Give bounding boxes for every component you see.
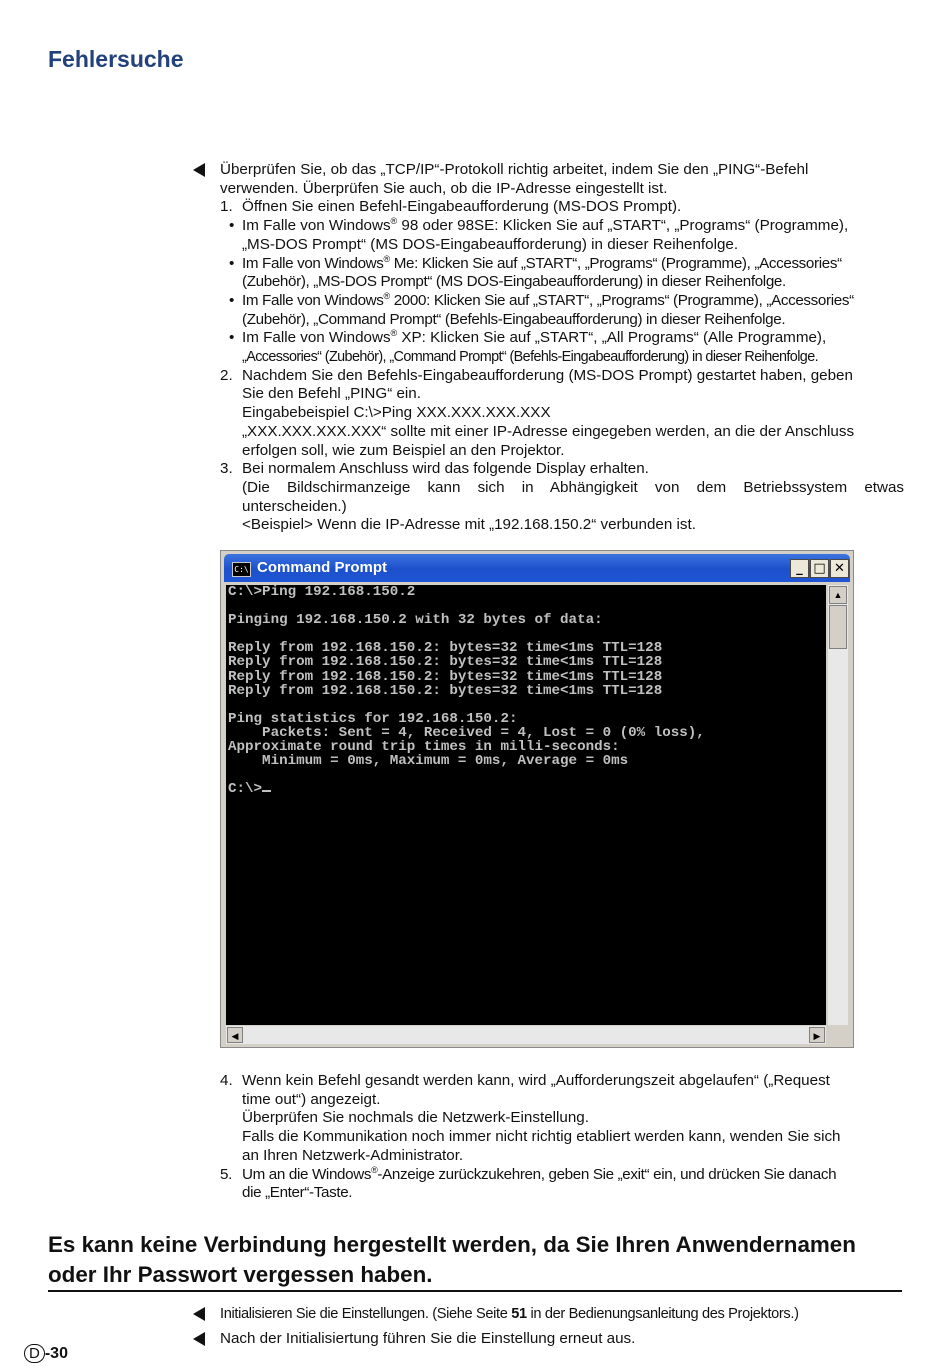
bullet-icon: • bbox=[229, 217, 235, 235]
bullet-windows-me bbox=[220, 255, 904, 292]
console-line: Minimum = 0ms, Maximum = 0ms, Average = 0ms bbox=[262, 753, 629, 770]
minimize-button[interactable]: _ bbox=[790, 559, 809, 578]
vertical-scrollbar[interactable] bbox=[828, 585, 848, 1025]
step-text: die „Enter“-Taste. bbox=[242, 1184, 353, 1202]
language-badge: D bbox=[24, 1344, 45, 1363]
maximize-button[interactable]: □ bbox=[810, 559, 829, 578]
step-number: 4. bbox=[220, 1072, 233, 1089]
reset-item bbox=[220, 1305, 910, 1324]
step-text: Falls die Kommunikation noch immer nicht richtig etabliert werden kann, wenden Sie sich bbox=[242, 1128, 841, 1146]
close-button[interactable]: ✕ bbox=[830, 559, 849, 578]
heading-line1: Es kann keine Verbindung hergestellt werden, da Sie Ihren Anwendernamen bbox=[48, 1232, 856, 1257]
scroll-right-button[interactable]: ▶ bbox=[809, 1027, 825, 1043]
step-text: (Die Bildschirmanzeige kann sich in Abhängigkeit von dem Betriebssystem etwas bbox=[242, 478, 904, 496]
bullet-text: Me: Klicken Sie auf „START“, „Programs“ (Programme), „Accessories“ bbox=[389, 254, 842, 272]
window-title: Command Prompt bbox=[257, 559, 388, 576]
check-text-line1: Überprüfen Sie, ob das „TCP/IP“-Protokoll richtig arbeitet, indem Sie den „PING“-Befehl bbox=[220, 161, 809, 178]
console-line: Reply from 192.168.150.2: bytes=32 time<1ms TTL=128 bbox=[228, 654, 663, 671]
step-3 bbox=[220, 460, 904, 535]
page-title: Fehlersuche bbox=[48, 46, 184, 72]
check-marker-icon bbox=[193, 1332, 205, 1346]
console-text bbox=[226, 585, 826, 796]
step-text: Öffnen Sie einen Befehl-Eingabeaufforderung (MS-DOS Prompt). bbox=[242, 198, 682, 216]
step-text: an Ihren Netzwerk-Administrator. bbox=[242, 1146, 464, 1164]
window-titlebar[interactable] bbox=[224, 554, 850, 582]
step-text: „XXX.XXX.XXX.XXX“ sollte mit einer IP-Adresse eingegeben werden, an die der Anschluss bbox=[242, 422, 855, 440]
reset-text: in der Bedienungsanleitung des Projektors.) bbox=[526, 1306, 799, 1322]
bullet-text-line2: „Accessories“ (Zubehör), „Command Prompt“ (Befehls-Eingabeaufforderung) in dieser Reihenfolge. bbox=[242, 349, 819, 366]
step-text: Wenn kein Befehl gesandt werden kann, wird „Aufforderungszeit abgelaufen“ („Request bbox=[242, 1072, 830, 1089]
scroll-left-button[interactable]: ◀ bbox=[227, 1027, 243, 1043]
registered-mark: ® bbox=[390, 328, 398, 339]
bullet-icon: • bbox=[229, 254, 234, 272]
check-text-line2: verwenden. Überprüfen Sie auch, ob die IP-Adresse eingestellt ist. bbox=[220, 179, 668, 197]
console-output[interactable] bbox=[226, 585, 826, 1025]
text-cursor bbox=[262, 790, 271, 792]
registered-mark: ® bbox=[383, 290, 390, 301]
heading-rule bbox=[48, 1290, 902, 1292]
console-prompt: C:\> bbox=[228, 781, 263, 798]
console-line: C:\>Ping 192.168.150.2 bbox=[228, 585, 416, 600]
retry-item bbox=[220, 1330, 910, 1349]
bullet-windows-98 bbox=[220, 217, 904, 254]
step-number: 5. bbox=[220, 1165, 232, 1183]
bullet-text: Im Falle von Windows bbox=[242, 291, 384, 309]
console-line: Approximate round trip times in milli-seconds: bbox=[228, 739, 620, 756]
check-item bbox=[220, 161, 904, 535]
bullet-text: 2000: Klicken Sie auf „START“, „Programs“ (Programme), „Accessories“ bbox=[389, 291, 854, 309]
retry-text: Nach der Initialisiertung führen Sie die Einstellung erneut aus. bbox=[220, 1330, 636, 1347]
scroll-thumb[interactable] bbox=[829, 605, 847, 649]
console-line: Ping statistics for 192.168.150.2: bbox=[228, 710, 518, 727]
page-reference: 51 bbox=[511, 1306, 527, 1322]
step-1 bbox=[220, 198, 904, 217]
reset-text: Initialisieren Sie die Einstellungen. (Siehe Seite bbox=[220, 1306, 512, 1322]
bullet-text: Im Falle von Windows bbox=[242, 254, 384, 272]
scroll-up-button[interactable]: ▲ bbox=[829, 586, 847, 604]
bullet-text: XP: Klicken Sie auf „START“, „All Programs“ (Alle Programme), bbox=[397, 329, 827, 347]
console-line: Pinging 192.168.150.2 with 32 bytes of data: bbox=[228, 612, 603, 629]
resize-grip[interactable] bbox=[828, 1026, 848, 1044]
steps-continued bbox=[220, 1072, 904, 1203]
bullet-windows-xp bbox=[220, 329, 904, 366]
bullet-text: 98 oder 98SE: Klicken Sie auf „START“, „Programs“ (Programme), bbox=[397, 217, 849, 235]
page-number-text: -30 bbox=[44, 1345, 68, 1362]
heading-line2: oder Ihr Passwort vergessen haben. bbox=[48, 1261, 433, 1287]
bullet-text: Im Falle von Windows bbox=[242, 217, 391, 235]
bullet-text-line2: „MS-DOS Prompt“ (MS DOS-Eingabeaufforderung) in dieser Reihenfolge. bbox=[242, 235, 739, 253]
step-text: Um an die Windows bbox=[242, 1165, 372, 1183]
console-line: Reply from 192.168.150.2: bytes=32 time<1ms TTL=128 bbox=[228, 668, 663, 685]
section-heading bbox=[48, 1230, 908, 1289]
bullet-text-line2: (Zubehör), „MS-DOS Prompt“ (MS DOS-Eingabeaufforderung) in dieser Reihenfolge. bbox=[242, 273, 786, 291]
bullet-icon: • bbox=[229, 329, 235, 347]
registered-mark: ® bbox=[390, 216, 398, 227]
step-number: 2. bbox=[220, 366, 233, 384]
step-text: -Anzeige zurückzukehren, geben Sie „exit“ ein, und drücken Sie danach bbox=[377, 1165, 837, 1183]
step-number: 3. bbox=[220, 460, 233, 478]
registered-mark: ® bbox=[383, 253, 390, 264]
step-text: time out“) angezeigt. bbox=[242, 1090, 381, 1108]
step-text: erfolgen soll, wie zum Beispiel an den Projektor. bbox=[242, 441, 565, 459]
command-prompt-window bbox=[220, 550, 854, 1048]
step-text: Überprüfen Sie nochmals die Netzwerk-Einstellung. bbox=[242, 1109, 589, 1127]
step-text: Bei normalem Anschluss wird das folgende Display erhalten. bbox=[242, 460, 649, 478]
step-text: Nachdem Sie den Befehls-Eingabeaufforderung (MS-DOS Prompt) gestartet haben, geben bbox=[242, 366, 853, 384]
step-text: <Beispiel> Wenn die IP-Adresse mit „192.168.150.2“ verbunden ist. bbox=[242, 516, 696, 534]
registered-mark: ® bbox=[371, 1164, 378, 1175]
bullet-icon: • bbox=[229, 291, 234, 309]
step-2 bbox=[220, 367, 904, 461]
step-text: Sie den Befehl „PING“ ein. bbox=[242, 385, 421, 403]
page-number bbox=[24, 1344, 68, 1363]
step-text: unterscheiden.) bbox=[242, 497, 347, 515]
step-4 bbox=[220, 1072, 904, 1166]
horizontal-scrollbar[interactable] bbox=[226, 1026, 826, 1044]
bullet-text: Im Falle von Windows bbox=[242, 329, 391, 347]
command-prompt-icon: C:\ bbox=[232, 562, 251, 577]
console-line: Reply from 192.168.150.2: bytes=32 time<1ms TTL=128 bbox=[228, 682, 663, 699]
console-line: Reply from 192.168.150.2: bytes=32 time<1ms TTL=128 bbox=[228, 640, 663, 657]
step-number: 1. bbox=[220, 198, 233, 216]
check-marker-icon bbox=[193, 1307, 205, 1321]
step-5 bbox=[220, 1166, 904, 1203]
bullet-windows-2000 bbox=[220, 292, 904, 329]
check-marker-icon bbox=[193, 163, 205, 177]
step-text: Eingabebeispiel C:\>Ping XXX.XXX.XXX.XXX bbox=[242, 404, 551, 422]
console-line: Packets: Sent = 4, Received = 4, Lost = 0 (0% loss), bbox=[262, 724, 705, 741]
bullet-text-line2: (Zubehör), „Command Prompt“ (Befehls-Eingabeaufforderung) in dieser Reihenfolge. bbox=[242, 310, 786, 328]
